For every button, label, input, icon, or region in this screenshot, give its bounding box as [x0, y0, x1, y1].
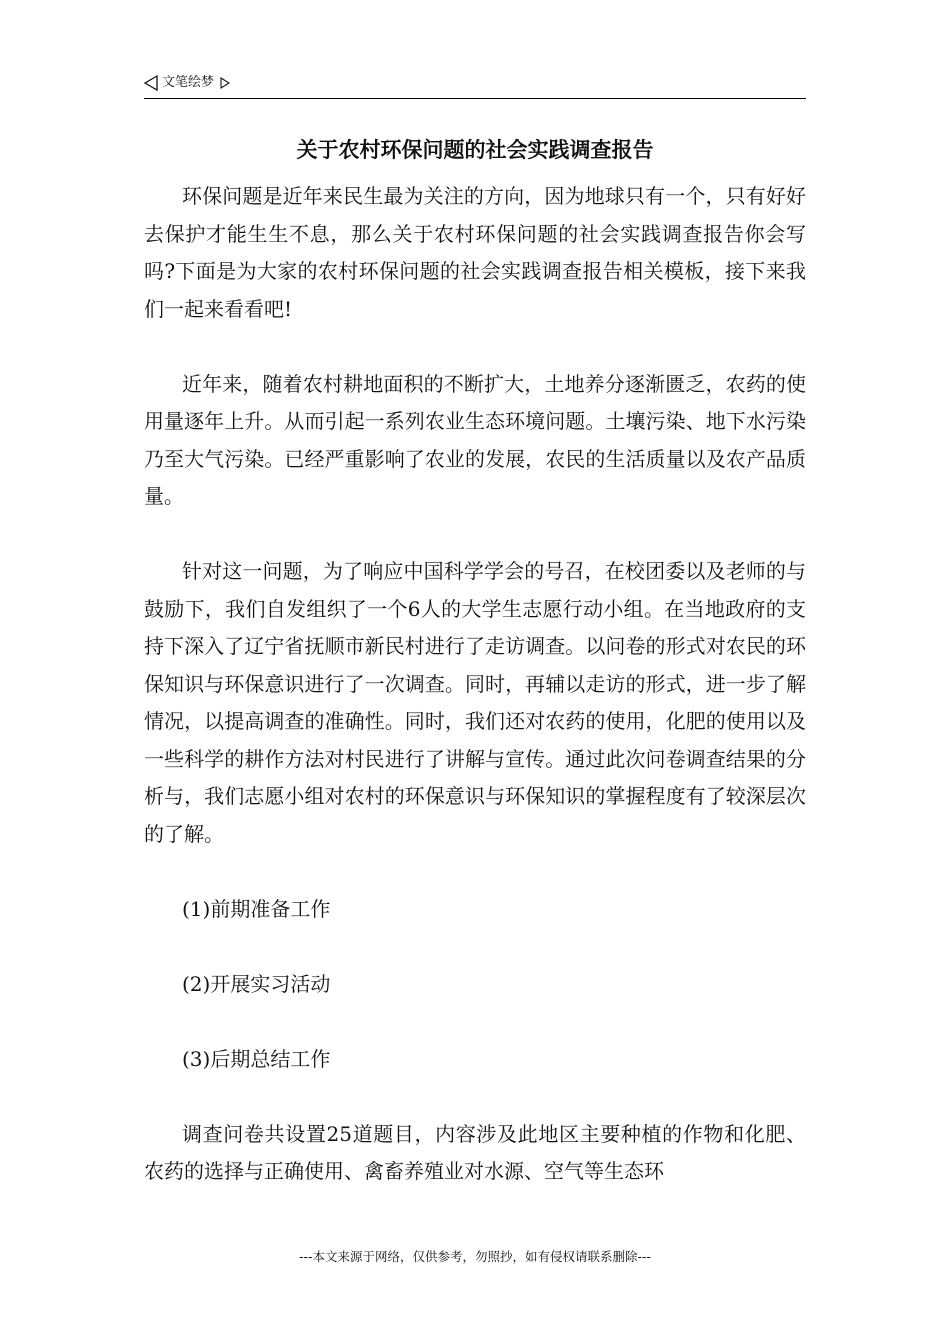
list-item: (3)后期总结工作 [182, 1046, 331, 1071]
paragraph-activity: 针对这一问题，为了响应中国科学学会的号召，在校团委以及老师的与鼓励下，我们自发组织了一个6人的大学生志愿行动小组。在当地政府的支持下深入了辽宁省抚顺市新民村进行了走访调查。以问卷的形式对农民的环保知识与环保意识进行了一次调查。同时，再辅以走访的形式，进一步了解情况，以提高调查的准确性。同时，我们还对农药的使用，化肥的使用以及一些科学的耕作方法对村民进行了讲解与宣传。通过此次问卷调查结果的分析与，我们志愿小组对农村的环保意识与环保知识的掌握程度有了较深层次的了解。 [144, 559, 806, 846]
list-item: (1)前期准备工作 [182, 896, 331, 921]
paragraph-intro: 环保问题是近年来民生最为关注的方向，因为地球只有一个，只有好好去保护才能生生不息，那么关于农村环保问题的社会实践调查报告你会写吗?下面是为大家的农村环保问题的社会实践调查报告相关模板，接下来我们一起来看看吧! [144, 184, 806, 321]
paragraph-survey: 调查问卷共设置25道题目，内容涉及此地区主要种植的作物和化肥、农药的选择与正确使用、禽畜养殖业对水源、空气等生态环 [144, 1121, 806, 1183]
triangle-left-icon [144, 75, 158, 91]
header-brand [144, 74, 230, 92]
document-title: 关于农村环保问题的社会实践调查报告 [296, 137, 654, 162]
footer-disclaimer: ---本文来源于网络，仅供参考，勿照抄，如有侵权请联系删除--- [298, 1249, 652, 1264]
list-item: (2)开展实习活动 [182, 971, 331, 996]
paragraph-background: 近年来，随着农村耕地面积的不断扩大，土地养分逐渐匮乏，农药的使用量逐年上升。从而引起一系列农业生态环境问题。土壤污染、地下水污染乃至大气污染。已经严重影响了农业的发展，农民的生活质量以及农产品质量。 [144, 371, 806, 508]
brand-name: 文笔绘梦 [162, 75, 215, 90]
triangle-right-icon [220, 77, 230, 89]
page-header [144, 74, 806, 99]
document-body [144, 178, 806, 1191]
